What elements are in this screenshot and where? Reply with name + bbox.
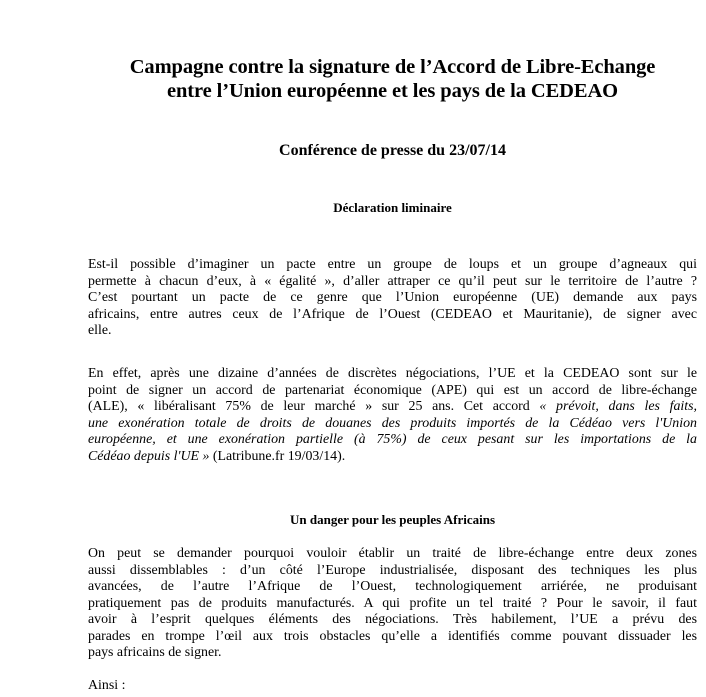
paragraph-line: pays africains de signer. [88,645,222,660]
paragraph-line: En effet, après une dizaine d’années de discrètes négociations, l’UE et la CEDEAO sont sur le [88,366,697,381]
paragraph-line: aussi dissemblables : d’un côté l’Europe industrialisée, disposant des techniques les plus [88,562,697,578]
paragraph-negotiations [88,366,697,465]
paragraph-line [88,416,697,433]
paragraph-line: C’est pourtant un pacte de ce genre que l’Union européenne (UE) demande aux pays [88,290,697,305]
paragraph-line: parades en trompe l’œil aux trois obstacles qu’elle a identifiés comme pouvant dissuader les [88,628,697,644]
plain-text: (ALE), « libéralisant 75% de leur marché » sur 25 ans. Cet accord [88,399,540,414]
paragraph-line [88,399,697,416]
paragraph-intro [88,257,697,340]
paragraph-danger [88,546,697,662]
paragraph-line [88,432,697,449]
section-heading-declaration: Déclaration liminaire [333,200,452,215]
quote-text: européenne, et une exonération partielle (à 75%) de ceux pesant sur les importations de la [88,432,697,447]
paragraph-line: point de signer un accord de partenariat économique (APE) qui est un accord de libre-échange [88,382,697,398]
ainsi-text: Ainsi : [88,678,126,693]
paragraph-line: permette à chacun d’eux, à « égalité », d’aller attraper ce qu’il peut sur le territoire de l’autre ? [88,273,697,289]
quote-text: une exonération totale de droits de douanes des produits importés de la Cédéao vers l'Union [88,415,697,431]
press-conference-subtitle: Conférence de presse du 23/07/14 [279,142,506,159]
paragraph-line: avancées, de l’autre l’Afrique de l’Ouest, technologiquement arriérée, ne produisant [88,579,697,594]
title-line: Campagne contre la signature de l’Accord de Libre-Echange [129,56,656,78]
paragraph-line: avoir à l’esprit quelques éléments des négociations. Très habilement, l’UE a prévu des [88,612,697,627]
paragraph-line: pratiquement pas de produits manufacturés. A qui profite un tel traité ? Pour le savoir, il faut [88,595,697,611]
paragraph-line: africains, entre autres ceux de l’Afrique de l’Ouest (CEDEAO et Mauritanie), de signer avec [88,306,697,322]
source-citation: (Latribune.fr 19/03/14). [209,448,346,464]
section-heading-danger: Un danger pour les peuples Africains [289,512,496,527]
document-title [88,55,697,103]
paragraph-line: On peut se demander pourquoi vouloir établir un traité de libre-échange entre deux zones [88,546,697,561]
quote-text: « prévoit, dans les faits, [539,399,697,414]
title-line: entre l’Union européenne et les pays de la CEDEAO [166,80,619,102]
paragraph-line: elle. [88,323,112,338]
paragraph-line [88,449,697,466]
quote-text: Cédéao depuis l'UE » [88,448,210,464]
paragraph-line: Est-il possible d’imaginer un pacte entre un groupe de loups et un groupe d’agneaux qui [88,257,697,272]
